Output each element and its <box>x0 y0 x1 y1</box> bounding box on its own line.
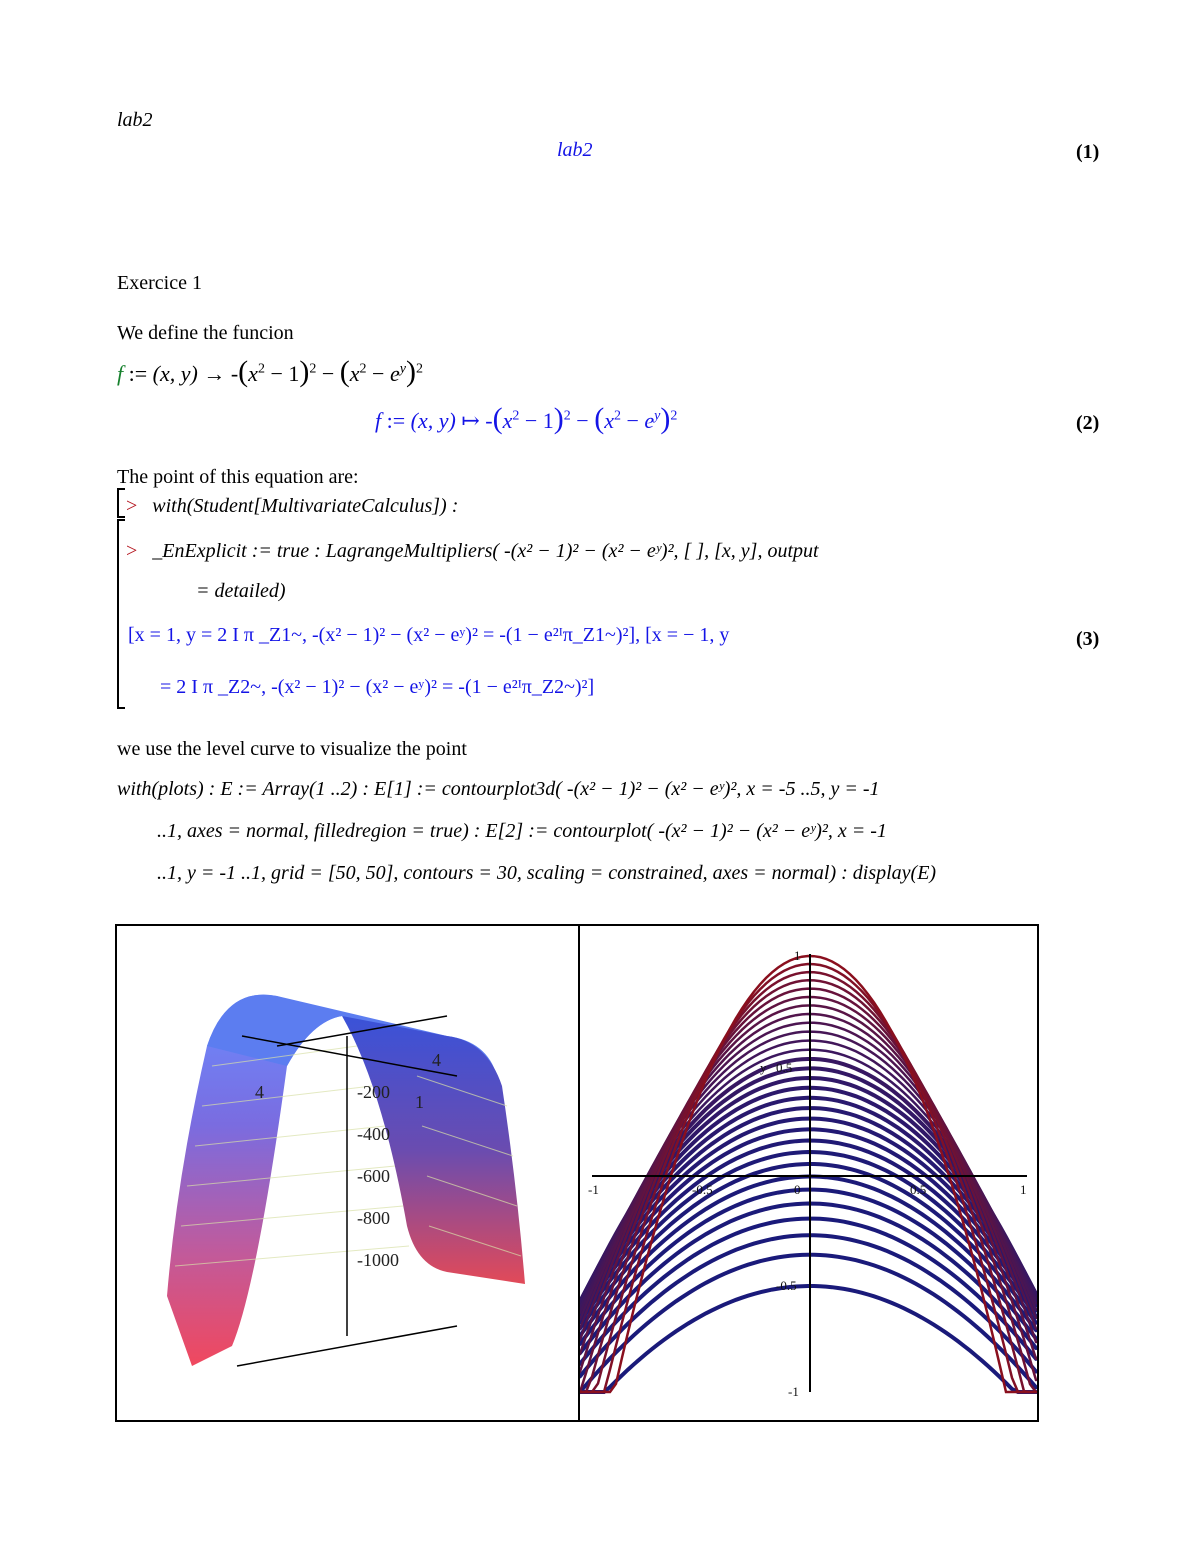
function-output <box>375 402 678 435</box>
function-name: f <box>117 361 124 386</box>
command-plots-line2: ..1, axes = normal, filledregion = true) : E[2] := contourplot( -(x² − 1)² − (x² − eʸ)², x = -1 <box>157 820 887 842</box>
function-output-args: (x, y) <box>410 408 456 433</box>
x-tick-right: 4 <box>432 1050 441 1070</box>
command-plots-line3: ..1, y = -1 ..1, grid = [50, 50], contours = 30, scaling = constrained, axes = normal) : display(E) <box>157 862 937 884</box>
exercise-title: Exercice 1 <box>117 272 202 294</box>
contour-x-tick-0: 0 <box>794 1182 801 1197</box>
contour-y-tick-1: 1 <box>794 948 801 963</box>
function-output-body: $-(x^2 - 1)^2 - (x^2 - e^y)^2$ <box>485 402 678 435</box>
exec-group-bracket-2[interactable] <box>117 519 119 709</box>
command-with-student[interactable] <box>126 495 458 518</box>
level-curve-text: we use the level curve to visualize the point <box>117 738 467 760</box>
contour-x-tick-05: 0.5 <box>910 1182 927 1197</box>
function-input <box>117 355 423 388</box>
output-lab2: lab2 <box>557 139 593 161</box>
contour-y-label: y <box>760 1060 767 1075</box>
contour-x-tick-1: 1 <box>1020 1182 1027 1197</box>
command-lagrange[interactable] <box>126 540 819 563</box>
equation-number-3: (3) <box>1076 628 1100 650</box>
contour-y-tick-neg1: -1 <box>788 1384 799 1399</box>
z-tick-800: -800 <box>357 1208 390 1228</box>
equation-number-1: (1) <box>1076 141 1100 163</box>
command-with-student-text: with(Student[MultivariateCalculus]) : <box>152 495 459 517</box>
prompt-icon-2: > <box>126 540 138 562</box>
exercise-intro: We define the funcion <box>117 322 294 344</box>
function-args: (x, y) <box>152 361 198 386</box>
x-tick-left: 4 <box>255 1082 264 1102</box>
command-plots-line1: with(plots) : E := Array(1 ..2) : E[1] := contourplot3d( -(x² − 1)² − (x² − eʸ)², x = -5 ..5, y = -1 <box>117 778 880 800</box>
contour-y-tick-05: 0.5 <box>776 1060 793 1075</box>
z-tick-200: -200 <box>357 1082 390 1102</box>
y-tick: 1 <box>415 1092 424 1112</box>
maps-to-arrow: ↦ <box>455 408 486 433</box>
contour-x-tick-neg1: -1 <box>588 1182 599 1197</box>
z-tick-600: -600 <box>357 1166 390 1186</box>
function-output-name: f <box>375 408 382 433</box>
exec-group-bracket-1[interactable] <box>117 488 119 518</box>
contourplot-2d[interactable] <box>580 926 1037 1420</box>
z-tick-400: -400 <box>357 1124 390 1144</box>
prompt-icon: > <box>126 495 138 517</box>
assign-op-output: := <box>381 408 411 433</box>
result-line-1: [x = 1, y = 2 I π _Z1~, -(x² − 1)² − (x² − eʸ)² = -(1 − e²ᴵπ_Z1~)²], [x = − 1, y <box>128 624 730 646</box>
contour-y-tick-neg05: -0.5 <box>776 1278 797 1293</box>
contour-x-tick-neg05: -0.5 <box>692 1182 713 1197</box>
equation-number-2: (2) <box>1076 412 1100 434</box>
result-line-2: = 2 I π _Z2~, -(x² − 1)² − (x² − eʸ)² = -(1 − e²ᴵπ_Z2~)²] <box>160 676 595 698</box>
z-tick-1000: -1000 <box>357 1250 399 1270</box>
command-lagrange-line1: _EnExplicit := true : LagrangeMultipliers( -(x² − 1)² − (x² − eʸ)², [ ], [x, y], output <box>152 540 819 562</box>
arrow-input: → <box>197 361 231 386</box>
command-lagrange-line2: = detailed) <box>196 580 286 602</box>
contourplot3d-surface[interactable] <box>117 926 577 1420</box>
points-text: The point of this equation are: <box>117 466 359 488</box>
assign-op: := <box>123 361 153 386</box>
function-body: $-(x^2 - 1)^2 - (x^2 - e^y)^2$ <box>230 355 423 388</box>
input-lab2: lab2 <box>117 109 153 131</box>
